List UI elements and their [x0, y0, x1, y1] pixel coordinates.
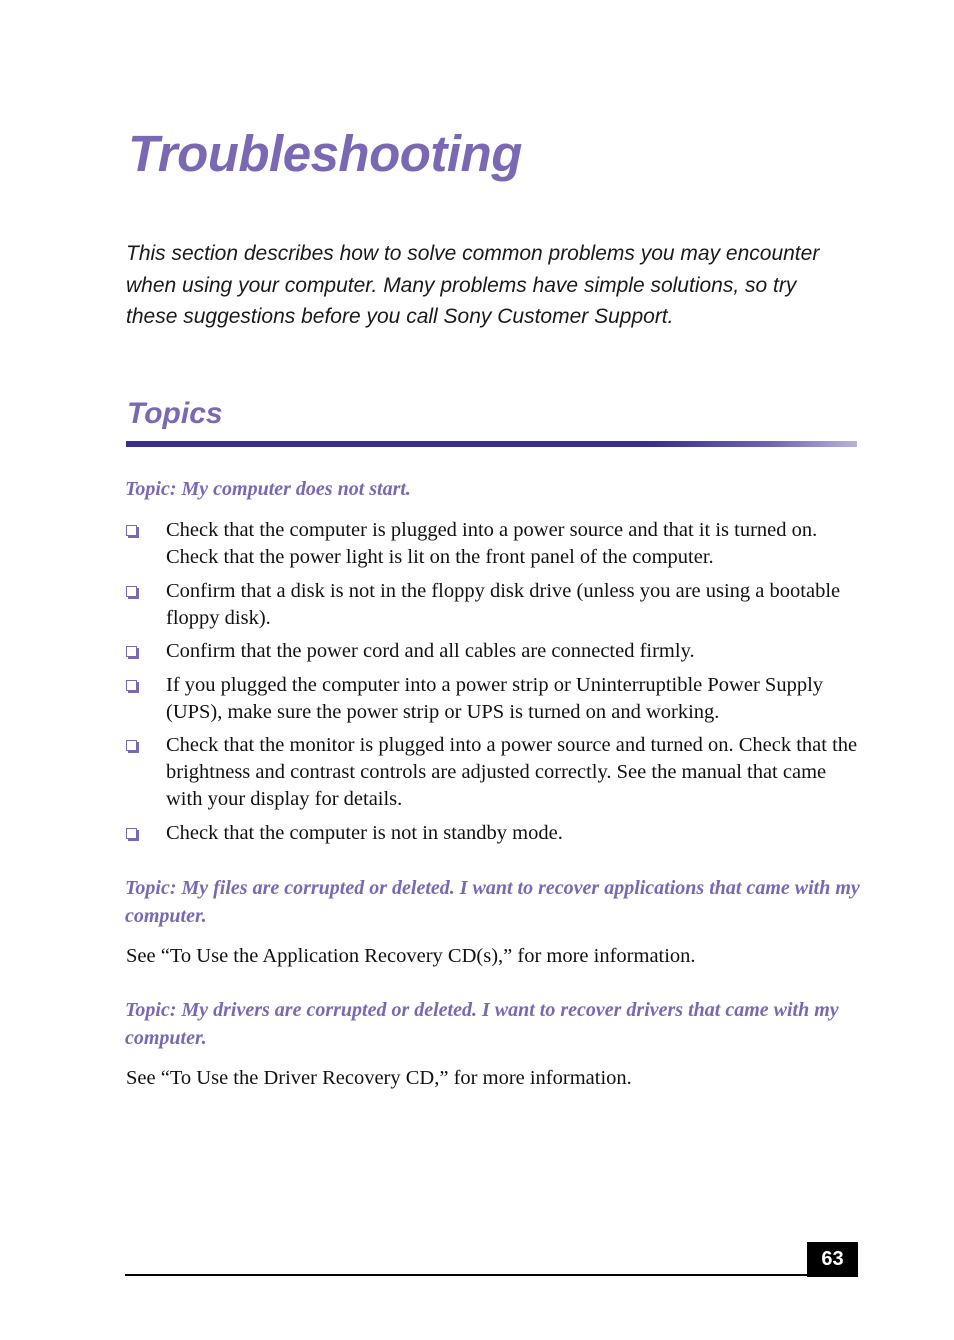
checklist-computer-does-not-start — [125, 517, 860, 853]
list-item — [125, 638, 860, 665]
checkbox-icon — [126, 586, 137, 597]
list-item-text: Check that the monitor is plugged into a power source and turned on. Check that the brightness and contrast controls are adjusted correctly. See the manual that came with your display for details. — [166, 734, 858, 810]
topic-heading-recover-drivers: Topic: My drivers are corrupted or deleted. I want to recover drivers that came with my computer. — [125, 999, 839, 1049]
checkbox-icon — [126, 740, 137, 751]
list-item — [125, 732, 860, 813]
topics-divider — [126, 441, 857, 447]
topics-heading: Topics — [127, 397, 223, 430]
topic-text-recover-applications: See “To Use the Application Recovery CD(s),” for more information. — [126, 945, 696, 967]
page-title: Troubleshooting — [128, 125, 522, 182]
page-number: 63 — [807, 1242, 858, 1277]
topic-heading-recover-applications: Topic: My files are corrupted or deleted. I want to recover applications that came with my computer. — [125, 877, 860, 927]
checkbox-icon — [126, 646, 137, 657]
list-item-text: Confirm that the power cord and all cables are connected firmly. — [166, 640, 695, 662]
list-item — [125, 820, 860, 847]
checkbox-icon — [126, 680, 137, 691]
list-item-text: Check that the computer is plugged into a power source and that it is turned on. Check that the power light is lit on the front panel of the computer. — [166, 519, 818, 568]
topic-text-recover-drivers: See “To Use the Driver Recovery CD,” for more information. — [126, 1067, 632, 1089]
list-item — [125, 672, 860, 726]
topic-heading-computer-does-not-start: Topic: My computer does not start. — [125, 478, 411, 500]
intro-paragraph: This section describes how to solve common problems you may encounter when using your computer. Many problems have simple solutions, so try these suggestions before you call Sony Customer Support. — [126, 242, 820, 328]
list-item — [125, 517, 860, 571]
list-item-text: Check that the computer is not in standby mode. — [166, 821, 563, 844]
list-item-text: If you plugged the computer into a power strip or Uninterruptible Power Supply (UPS), make sure the power strip or UPS is turned on and working. — [166, 673, 824, 723]
list-item — [125, 578, 860, 632]
checkbox-icon — [126, 525, 137, 536]
checkbox-icon — [126, 828, 137, 839]
footer-rule — [125, 1274, 857, 1276]
list-item-text: Confirm that a disk is not in the floppy disk drive (unless you are using a bootable floppy disk). — [166, 579, 841, 629]
